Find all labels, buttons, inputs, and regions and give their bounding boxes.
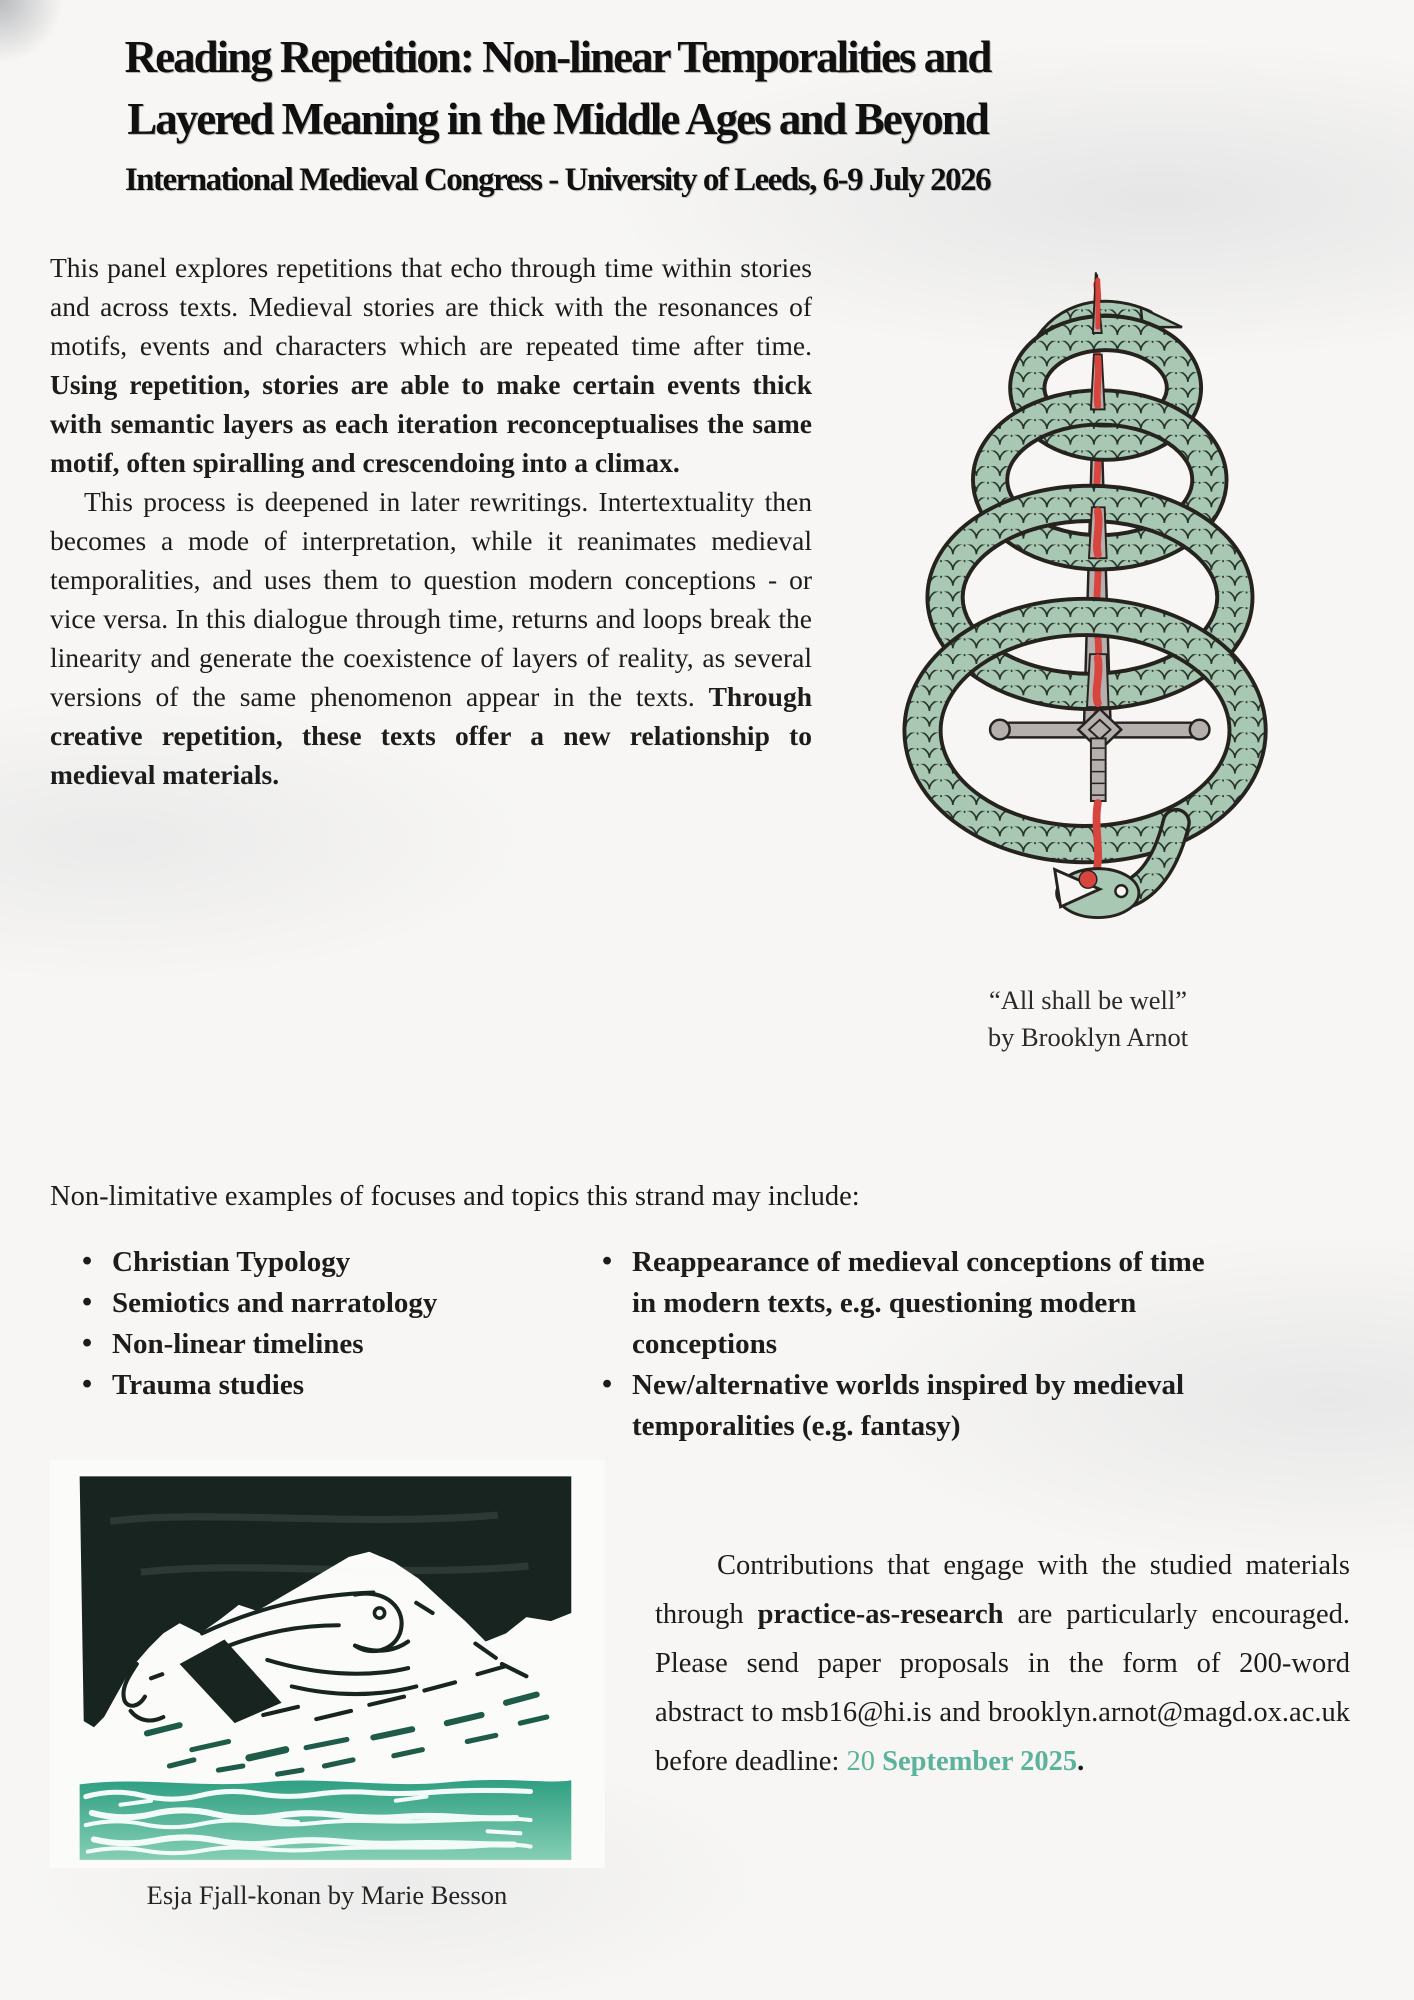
serpent-figure (812, 248, 1364, 1056)
list-item: • Reappearance of medieval conceptions of time in modern texts, e.g. questioning modern conceptions (596, 1242, 1236, 1365)
intro-p1-normal: This panel explores repetitions that echo through time within stories and across texts. Medieval stories are thick with the resonances of motifs, events and characters which are repeated time after time. (50, 252, 812, 361)
list-item: • Non-linear timelines (76, 1324, 596, 1365)
intro-paragraph-1 (50, 248, 812, 482)
intro-p2-bold: Through creative repetition, these texts offer a new relationship to medieval materials. (50, 681, 812, 790)
cta-bold-practice: practice-as-research (757, 1598, 1004, 1630)
linocut-illustration (47, 1460, 607, 1868)
cta-seg1: Contributions that engage with the studied materials through (655, 1549, 1350, 1630)
email-address-1: msb16@hi.is (781, 1696, 932, 1728)
serpent-sword-illustration (853, 262, 1323, 968)
topics-list-right (596, 1242, 1236, 1447)
intro-text-column (50, 248, 812, 1056)
serpent-caption-line-2: by Brooklyn Arnot (987, 1022, 1189, 1052)
deadline-month-year: September 2025 (882, 1745, 1078, 1777)
snake-eye (1115, 885, 1127, 897)
title-line-2: Layered Meaning in the Middle Ages and Beyond (127, 94, 988, 144)
intro-p1-bold: Using repetition, stories are able to make certain events thick with semantic layers as each iteration reconceptualises the same motif, often spiralling and crescendoing into a climax. (50, 369, 812, 478)
deadline-day: 20 (846, 1745, 883, 1777)
blood-drip (1097, 803, 1099, 870)
serpent-caption-line-1: “All shall be well” (989, 985, 1187, 1015)
list-item: • New/alternative worlds inspired by medieval temporalities (e.g. fantasy) (596, 1365, 1236, 1447)
cta-paragraph (655, 1489, 1350, 1884)
email-address-2: brooklyn.arnot@magd.ox.ac.uk (988, 1696, 1350, 1728)
list-item: • Christian Typology (76, 1242, 596, 1283)
linocut-caption: Esja Fjall-konan by Marie Besson (146, 1880, 508, 1910)
list-item: • Semiotics and narratology (76, 1283, 596, 1324)
cta-seg2: are particularly encouraged. Please send paper proposals in the form of 200-word abstract to (655, 1598, 1350, 1728)
poster-title (55, 26, 1060, 150)
snake-coils (923, 333, 1248, 844)
cta-seg4: before deadline: (655, 1745, 847, 1777)
list-item: • Trauma studies (76, 1365, 596, 1406)
poster-subtitle: International Medieval Congress - University of Leeds, 6-9 July 2026 (124, 162, 991, 198)
serpent-caption (988, 982, 1188, 1056)
bottom-section (37, 1460, 1367, 1912)
main-content (50, 248, 1364, 1056)
intro-paragraph-2 (50, 482, 812, 794)
blood-in-mouth (1079, 871, 1097, 889)
poster-header (55, 26, 1060, 202)
sea (80, 1780, 572, 1860)
cta-period: . (1077, 1745, 1085, 1777)
topics-lead: Non-limitative examples of focuses and topics this strand may include: (50, 1181, 860, 1212)
intro-p2-normal: This process is deepened in later rewritings. Intertextuality then becomes a mode of interpretation, while it reanimates medieval temporalities, and uses them to question modern conceptions - or vice versa. In this dialogue through time, returns and loops break the linearity and generate the coexistence of layers of reality, as several versions of the same phenomenon appear in the texts. (50, 486, 812, 712)
title-line-1: Reading Repetition: Non-linear Temporalities and (124, 32, 991, 82)
topics-list-left (50, 1242, 596, 1447)
linocut-figure (37, 1460, 617, 1912)
topics-section (50, 1178, 1364, 1447)
cta-seg3: and (931, 1696, 989, 1728)
topics-lists (50, 1242, 1364, 1447)
